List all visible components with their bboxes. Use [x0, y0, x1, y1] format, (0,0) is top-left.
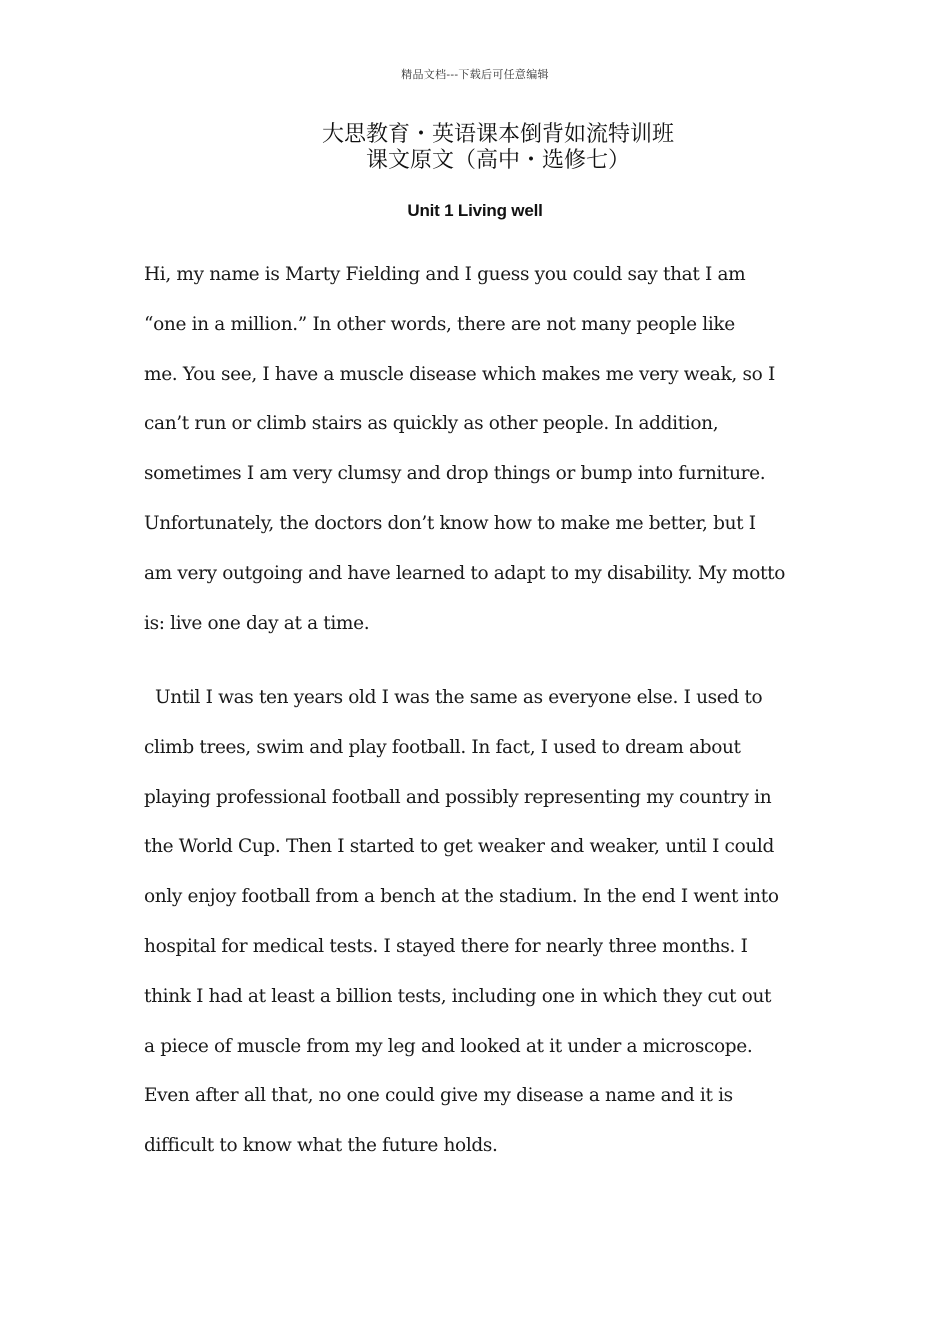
paragraph-line: Hi, my name is Marty Fielding and I guess you could say that I am	[144, 264, 746, 285]
paragraph-line: a piece of muscle from my leg and looked at it under a microscope.	[144, 1035, 753, 1057]
paragraph-line: only enjoy football from a bench at the stadium. In the end I went into	[144, 886, 779, 908]
paragraph-line: difficult to know what the future holds.	[144, 1135, 498, 1157]
paragraph-line: sometimes I am very clumsy and drop things or bump into furniture.	[144, 463, 766, 485]
paragraph-line: “one in a million.” In other words, there are not many people like	[144, 313, 735, 335]
paragraph-1	[144, 250, 814, 648]
paragraph-line: Until I was ten years old I was the same as everyone else. I used to	[144, 687, 763, 708]
paragraph-line: think I had at least a billion tests, including one in which they cut out	[144, 985, 772, 1007]
paragraph-line: the World Cup. Then I started to get weaker and weaker, until I could	[144, 836, 774, 858]
paragraph-line: hospital for medical tests. I stayed there for nearly three months. I	[144, 935, 748, 957]
paragraph-2	[144, 673, 814, 1171]
paragraph-line: can’t run or climb stairs as quickly as other people. In addition,	[144, 413, 719, 435]
paragraph-line: me. You see, I have a muscle disease which makes me very weak, so I	[144, 363, 775, 385]
title-line-2: 课文原文（高中・选修七）	[365, 148, 630, 173]
title-line-1: 大思教育・英语课本倒背如流特训班	[321, 122, 674, 147]
paragraph-line: playing professional football and possibly representing my country in	[144, 786, 772, 808]
paragraph-line: Even after all that, no one could give my disease a name and it is	[144, 1085, 733, 1107]
paragraph-line: climb trees, swim and play football. In fact, I used to dream about	[144, 736, 741, 758]
paragraph-line: Unfortunately, the doctors don’t know how to make me better, but I	[144, 512, 756, 534]
paragraph-line: is: live one day at a time.	[144, 612, 370, 634]
unit-heading: Unit 1 Living well	[407, 201, 543, 220]
paragraph-line: am very outgoing and have learned to adapt to my disability. My motto	[144, 562, 785, 584]
title-block	[0, 122, 950, 174]
header-note: 精品文档---下载后可任意编辑	[401, 68, 549, 81]
